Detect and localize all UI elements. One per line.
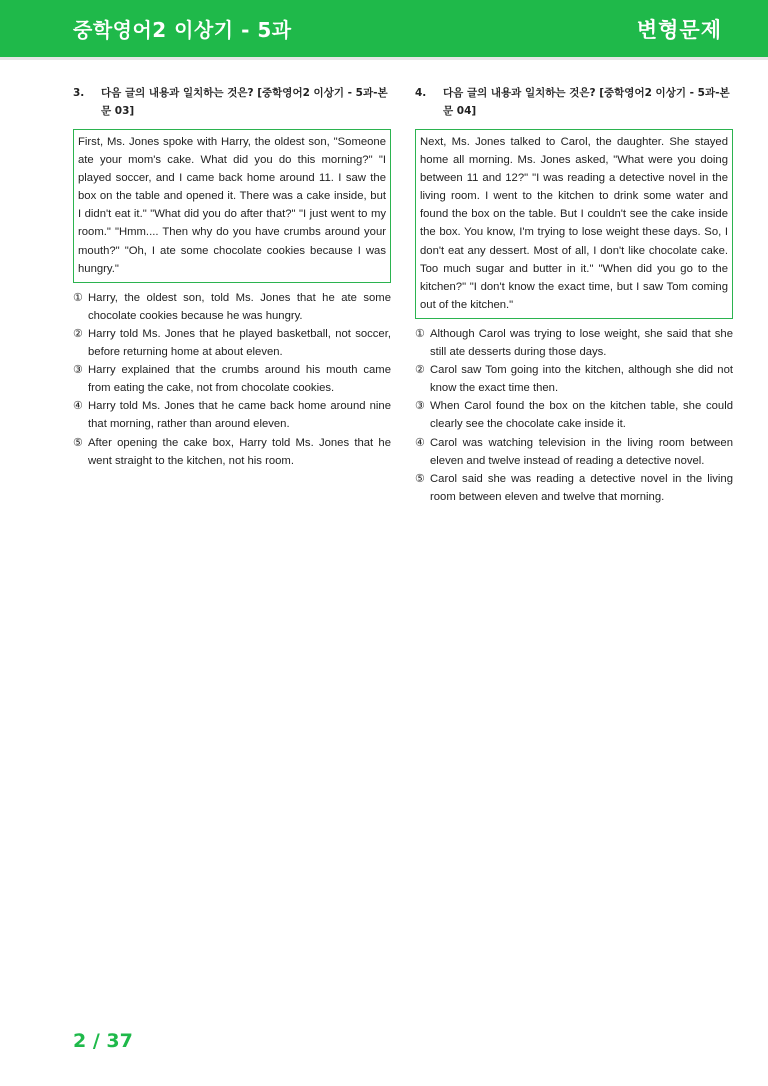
- choice-text: Carol was watching television in the living room between eleven and twelve instead of reading a detective novel.: [430, 436, 733, 467]
- answer-choice[interactable]: [415, 434, 733, 470]
- choice-number: ②: [415, 364, 425, 377]
- answer-choice[interactable]: [73, 361, 391, 397]
- header-title: 중학영어2 이상기 - 5과: [73, 18, 292, 42]
- passage-box: First, Ms. Jones spoke with Harry, the oldest son, "Someone ate your mom's cake. What did you do this morning?" "I played soccer, and I came back home around 11. I saw the box on the table and opened it. There was a cake inside, but I didn't eat it." "What did you do after that?" "I just went to my room." "Hmm.... Then why do you have crumbs around your mouth?" "Oh, I ate some chocolate cookies because I was hungry.": [73, 129, 391, 283]
- passage-box: Next, Ms. Jones talked to Carol, the daughter. She stayed home all morning. Ms. Jones asked, "What were you doing between 11 and 12?" "I was reading a detective novel in the living room. I went to the kitchen to drink some water and found the box on the table. But I couldn't see the cake inside the box. You know, I'm trying to lose weight these days. So, I don't eat any dessert. Most of all, I don't like chocolate cake. Too much sugar and butter in it." "When did you go to the kitchen?" "I don't know the exact time, but I saw Tom coming out of the kitchen.": [415, 129, 733, 319]
- choice-number: ①: [415, 327, 425, 340]
- choice-number: ⑤: [415, 472, 425, 485]
- page-number: 2 / 37: [73, 1030, 133, 1052]
- choice-text: Harry explained that the crumbs around his mouth came from eating the cake, not from chocolate cookies.: [88, 364, 391, 395]
- answer-choices: [415, 325, 733, 506]
- answer-choice[interactable]: [415, 470, 733, 506]
- answer-choice[interactable]: [415, 397, 733, 433]
- question-header: [415, 84, 733, 120]
- question-number: 3.: [73, 87, 85, 99]
- answer-choices: [73, 289, 391, 470]
- choice-number: ④: [73, 400, 83, 413]
- question-prompt: 다음 글의 내용과 일치하는 것은? [중학영어2 이상기 - 5과-본문 03]: [101, 87, 388, 117]
- choice-number: ①: [73, 291, 83, 304]
- question-prompt: 다음 글의 내용과 일치하는 것은? [중학영어2 이상기 - 5과-본문 04]: [443, 87, 730, 117]
- choice-text: Harry told Ms. Jones that he came back home around nine that morning, rather than around eleven.: [88, 400, 391, 431]
- header-category-label: 변형문제: [636, 18, 722, 42]
- answer-choice[interactable]: [415, 325, 733, 361]
- question-4: [415, 84, 733, 506]
- question-3: [73, 84, 391, 470]
- choice-text: Harry, the oldest son, told Ms. Jones that he ate some chocolate cookies because he was hungry.: [88, 291, 391, 322]
- page-header: [0, 0, 768, 57]
- answer-choice[interactable]: [73, 289, 391, 325]
- choice-text: After opening the cake box, Harry told Ms. Jones that he went straight to the kitchen, not his room.: [88, 436, 391, 467]
- choice-text: Harry told Ms. Jones that he played basketball, not soccer, before returning home at about eleven.: [88, 327, 391, 359]
- choice-number: ③: [73, 364, 83, 377]
- answer-choice[interactable]: [73, 397, 391, 433]
- question-number: 4.: [415, 87, 427, 99]
- choice-number: ⑤: [73, 436, 83, 449]
- answer-choice[interactable]: [73, 325, 391, 361]
- choice-number: ③: [415, 400, 425, 413]
- header-divider: [0, 57, 768, 60]
- answer-choice[interactable]: [73, 434, 391, 470]
- choice-text: When Carol found the box on the kitchen table, she could clearly see the chocolate cake inside it.: [430, 400, 733, 431]
- choice-text: Carol saw Tom going into the kitchen, although she did not know the exact time then.: [430, 364, 733, 395]
- choice-text: Although Carol was trying to lose weight, she said that she still ate desserts during those days.: [430, 327, 733, 359]
- answer-choice[interactable]: [415, 361, 733, 397]
- choice-number: ②: [73, 327, 83, 340]
- question-header: [73, 84, 391, 120]
- choice-text: Carol said she was reading a detective novel in the living room between eleven and twelve that morning.: [430, 472, 733, 503]
- choice-number: ④: [415, 436, 425, 449]
